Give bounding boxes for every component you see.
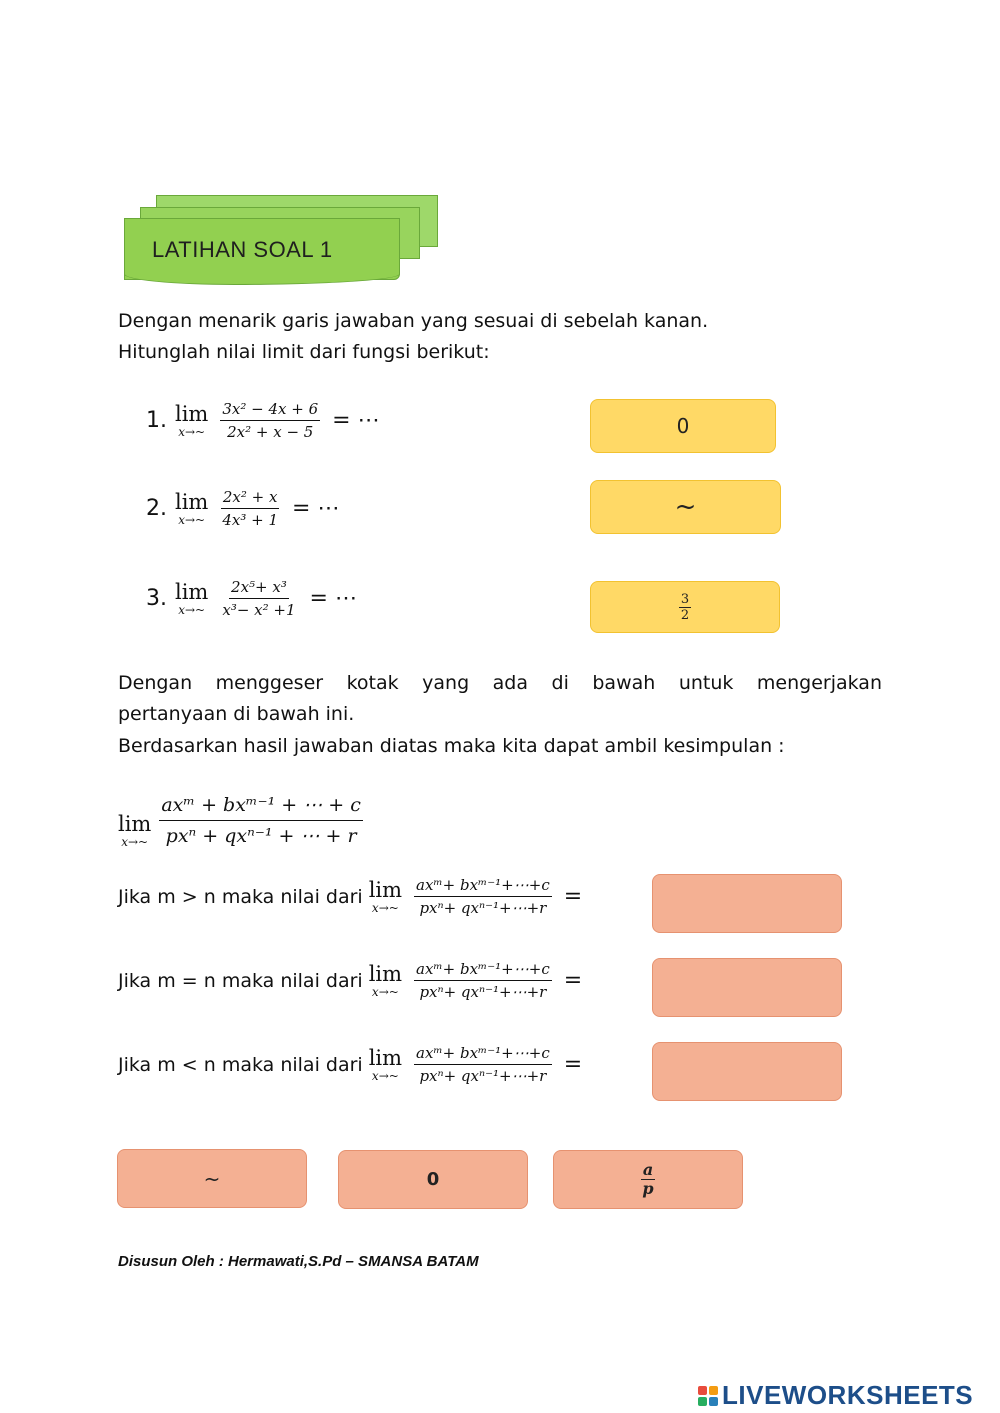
equals-sign: =	[563, 1052, 583, 1077]
condition-label: Jika m < n maka nilai dari	[118, 1053, 363, 1076]
lim-label: lim	[368, 877, 403, 902]
lim-label: lim	[175, 489, 209, 514]
option-label: 0	[426, 1169, 440, 1190]
denominator: x³− x² +1	[222, 601, 296, 619]
lim-sub: x→~	[371, 900, 399, 915]
lim-sub: x→~	[121, 834, 149, 849]
question-1	[146, 398, 380, 443]
denominator: pxⁿ+ qxⁿ⁻¹+⋯+r	[419, 983, 547, 1001]
condition-label: Jika m > n maka nilai dari	[118, 885, 363, 908]
question-number: 2.	[146, 496, 167, 521]
lim-label: lim	[368, 961, 403, 986]
answer-label: 0	[676, 414, 690, 438]
numerator: 2x⁵+ x³	[229, 576, 289, 599]
equals-sign: =	[563, 884, 583, 909]
fraction-denominator: p	[642, 1179, 654, 1198]
numerator: 2x² + x	[221, 486, 280, 509]
drop-target-m-equals-n[interactable]	[652, 958, 842, 1017]
numerator: axᵐ+ bxᵐ⁻¹+⋯+c	[414, 958, 552, 981]
option-fraction	[641, 1161, 655, 1198]
answer-label: ~	[674, 492, 697, 522]
equals-sign: =	[563, 968, 583, 993]
numerator: axᵐ+ bxᵐ⁻¹+⋯+c	[414, 1042, 552, 1065]
condition-m-less-n	[118, 1042, 582, 1087]
option-label: ~	[203, 1166, 221, 1191]
fraction-denominator: 2	[680, 607, 690, 623]
lim-label: lim	[118, 811, 152, 836]
logo-square	[698, 1386, 707, 1395]
answer-box-3[interactable]	[590, 581, 780, 633]
condition-m-equals-n	[118, 958, 582, 1003]
instruction-line-1: Dengan menggeser kotak yang ada di bawah untuk mengerjakan	[118, 672, 882, 694]
denominator: 2x² + x − 5	[227, 423, 314, 441]
drop-target-m-less-n[interactable]	[652, 1042, 842, 1101]
lim-sub: x→~	[178, 424, 206, 439]
drag-option-infinity[interactable]	[117, 1149, 307, 1208]
question-2	[146, 486, 339, 531]
instruction-line-2: pertanyaan di bawah ini.	[118, 703, 355, 725]
logo-square	[709, 1397, 718, 1406]
drop-target-m-greater-n[interactable]	[652, 874, 842, 933]
logo-square	[709, 1386, 718, 1395]
fraction-numerator: 3	[680, 591, 690, 607]
equals-dots: = ⋯	[332, 408, 380, 433]
equals-dots: = ⋯	[292, 496, 340, 521]
lim-label: lim	[175, 579, 209, 604]
lim-sub: x→~	[178, 512, 206, 527]
equals-dots: = ⋯	[309, 586, 357, 611]
answer-fraction	[679, 592, 691, 623]
condition-label: Jika m = n maka nilai dari	[118, 969, 363, 992]
brand-name: LIVEWORKSHEETS	[722, 1380, 974, 1410]
drag-option-a-over-p[interactable]	[553, 1150, 743, 1209]
lim-label: lim	[368, 1045, 403, 1070]
fraction-numerator: a	[642, 1160, 654, 1179]
answer-box-1[interactable]	[590, 399, 776, 453]
title-banner	[122, 193, 442, 285]
numerator: 3x² − 4x + 6	[220, 398, 320, 421]
page-title: LATIHAN SOAL 1	[152, 237, 333, 262]
logo-square	[698, 1397, 707, 1406]
general-limit-formula	[118, 790, 369, 851]
intro-line-1: Dengan menarik garis jawaban yang sesuai di sebelah kanan.	[118, 310, 709, 332]
instruction-line-3: Berdasarkan hasil jawaban diatas maka kita dapat ambil kesimpulan :	[118, 735, 785, 757]
denominator: pxⁿ+ qxⁿ⁻¹+⋯+r	[419, 1067, 547, 1085]
author-credit: Disusun Oleh : Hermawati,S.Pd – SMANSA BATAM	[118, 1253, 479, 1270]
answer-box-2[interactable]	[590, 480, 781, 534]
denominator: 4x³ + 1	[222, 511, 279, 529]
numerator: axᵐ+ bxᵐ⁻¹+⋯+c	[414, 874, 552, 897]
lim-label: lim	[175, 401, 209, 426]
drag-option-zero[interactable]	[338, 1150, 528, 1209]
condition-m-greater-n	[118, 874, 582, 919]
question-number: 1.	[146, 408, 167, 433]
denominator: pxⁿ+ qxⁿ⁻¹+⋯+r	[419, 899, 547, 917]
liveworksheets-logo-icon	[698, 1386, 718, 1406]
question-number: 3.	[146, 586, 167, 611]
denominator: pxⁿ + qxⁿ⁻¹ + ⋯ + r	[165, 825, 357, 847]
intro-line-2: Hitunglah nilai limit dari fungsi berikut:	[118, 341, 490, 363]
liveworksheets-brand[interactable]	[698, 1380, 973, 1411]
question-3	[146, 576, 357, 621]
lim-sub: x→~	[371, 1068, 399, 1083]
lim-sub: x→~	[178, 602, 206, 617]
lim-sub: x→~	[371, 984, 399, 999]
numerator: axᵐ + bxᵐ⁻¹ + ⋯ + c	[159, 790, 363, 821]
